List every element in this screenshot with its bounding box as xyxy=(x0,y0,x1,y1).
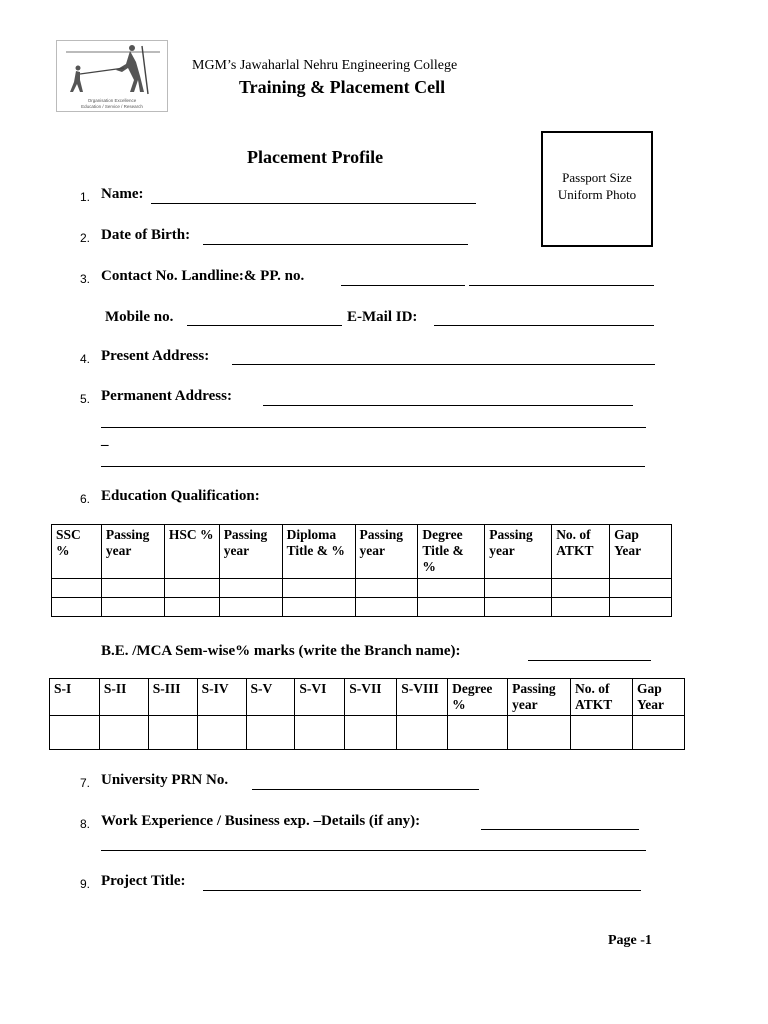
sem-table-row xyxy=(50,716,685,750)
sem-cell[interactable] xyxy=(50,716,100,750)
education-header-cell: Passing year xyxy=(101,525,164,579)
education-cell[interactable] xyxy=(552,598,610,617)
prn-label: University PRN No. xyxy=(101,772,229,788)
logo-caption-2: Education / Service / Research xyxy=(81,104,143,109)
college-name: MGM’s Jawaharlal Nehru Engineering College xyxy=(192,58,458,73)
education-cell[interactable] xyxy=(552,579,610,598)
sem-cell[interactable] xyxy=(295,716,345,750)
education-header-cell: Degree Title & % xyxy=(418,525,485,579)
sem-cell[interactable] xyxy=(246,716,295,750)
stray-dash: _ xyxy=(101,432,109,448)
education-cell[interactable] xyxy=(164,598,219,617)
pp-no-field[interactable] xyxy=(469,285,654,286)
form-title: Placement Profile xyxy=(247,147,384,167)
sem-header-cell: Gap Year xyxy=(632,679,684,716)
education-cell[interactable] xyxy=(610,598,672,617)
sem-cell[interactable] xyxy=(99,716,148,750)
education-cell[interactable] xyxy=(101,598,164,617)
dob-field[interactable] xyxy=(203,244,468,245)
branch-name-field[interactable] xyxy=(528,660,651,661)
sem-header-cell: S-V xyxy=(246,679,295,716)
sem-header-cell: S-III xyxy=(148,679,197,716)
sem-cell[interactable] xyxy=(632,716,684,750)
sem-cell[interactable] xyxy=(197,716,246,750)
education-header-cell: Passing year xyxy=(485,525,552,579)
sem-header-cell: Passing year xyxy=(508,679,571,716)
education-label: Education Qualification: xyxy=(101,488,260,504)
present-address-label: Present Address: xyxy=(101,348,210,364)
sem-header-cell: S-VII xyxy=(345,679,397,716)
contact-label: Contact No. Landline:& PP. no. xyxy=(101,268,305,284)
education-cell[interactable] xyxy=(164,579,219,598)
education-table-row xyxy=(52,579,672,598)
permanent-address-field-1[interactable] xyxy=(263,405,633,406)
college-logo xyxy=(56,40,168,112)
email-field[interactable] xyxy=(434,325,654,326)
education-cell[interactable] xyxy=(418,579,485,598)
education-cell[interactable] xyxy=(52,598,102,617)
item-number-5: 5. xyxy=(80,392,91,406)
cell-title: Training & Placement Cell xyxy=(239,77,446,97)
be-mca-label: B.E. /MCA Sem-wise% marks (write the Branch name): xyxy=(101,643,461,659)
education-cell[interactable] xyxy=(282,598,355,617)
education-cell[interactable] xyxy=(219,598,282,617)
permanent-address-label: Permanent Address: xyxy=(101,388,232,404)
email-label: E-Mail ID: xyxy=(347,309,418,325)
education-header-cell: No. of ATKT xyxy=(552,525,610,579)
sem-header-cell: Degree % xyxy=(448,679,508,716)
page-number: Page -1 xyxy=(608,933,652,948)
sem-header-cell: S-VI xyxy=(295,679,345,716)
education-cell[interactable] xyxy=(485,579,552,598)
name-label: Name: xyxy=(101,186,144,202)
item-number-3: 3. xyxy=(80,272,91,286)
sem-header-cell: S-II xyxy=(99,679,148,716)
sem-marks-table xyxy=(49,678,685,750)
item-number-7: 7. xyxy=(80,776,91,790)
item-number-6: 6. xyxy=(80,492,91,506)
sem-header-cell: S-I xyxy=(50,679,100,716)
education-table xyxy=(51,524,672,617)
permanent-address-field-2[interactable] xyxy=(101,427,646,428)
education-header-cell: HSC % xyxy=(164,525,219,579)
item-number-4: 4. xyxy=(80,352,91,366)
education-header-cell: Diploma Title & % xyxy=(282,525,355,579)
education-header-cell: SSC % xyxy=(52,525,102,579)
present-address-field[interactable] xyxy=(232,364,655,365)
item-number-8: 8. xyxy=(80,817,91,831)
education-cell[interactable] xyxy=(282,579,355,598)
photo-box[interactable] xyxy=(541,131,653,247)
sem-header-cell: S-VIII xyxy=(397,679,448,716)
project-title-label: Project Title: xyxy=(101,873,186,889)
education-header-cell: Gap Year xyxy=(610,525,672,579)
sem-cell[interactable] xyxy=(448,716,508,750)
work-experience-label: Work Experience / Business exp. –Details (if any): xyxy=(101,813,421,829)
sem-cell[interactable] xyxy=(571,716,633,750)
sem-cell[interactable] xyxy=(508,716,571,750)
permanent-address-field-3[interactable] xyxy=(101,466,645,467)
education-table-header-row xyxy=(52,525,672,579)
education-cell[interactable] xyxy=(418,598,485,617)
work-experience-field-1[interactable] xyxy=(481,829,639,830)
sem-cell[interactable] xyxy=(397,716,448,750)
sem-cell[interactable] xyxy=(148,716,197,750)
education-header-cell: Passing year xyxy=(355,525,418,579)
item-number-9: 9. xyxy=(80,877,91,891)
prn-field[interactable] xyxy=(252,789,479,790)
photo-box-line-2: Uniform Photo xyxy=(557,187,637,202)
item-number-2: 2. xyxy=(80,231,91,245)
name-field[interactable] xyxy=(151,203,476,204)
sem-cell[interactable] xyxy=(345,716,397,750)
dob-label: Date of Birth: xyxy=(101,227,191,243)
photo-box-line-1: Passport Size xyxy=(562,170,632,185)
education-cell[interactable] xyxy=(355,598,418,617)
logo-caption-1: Organisation Excellence xyxy=(87,98,137,103)
sem-header-cell: No. of ATKT xyxy=(571,679,633,716)
education-cell[interactable] xyxy=(219,579,282,598)
education-cell[interactable] xyxy=(610,579,672,598)
education-table-row xyxy=(52,598,672,617)
sem-table-header-row xyxy=(50,679,685,716)
education-cell[interactable] xyxy=(52,579,102,598)
project-title-field[interactable] xyxy=(203,890,641,891)
education-header-cell: Passing year xyxy=(219,525,282,579)
mobile-field[interactable] xyxy=(187,325,342,326)
work-experience-field-2[interactable] xyxy=(101,850,646,851)
education-cell[interactable] xyxy=(485,598,552,617)
landline-field[interactable] xyxy=(341,285,465,286)
education-cell[interactable] xyxy=(101,579,164,598)
sem-header-cell: S-IV xyxy=(197,679,246,716)
item-number-1: 1. xyxy=(80,190,91,204)
education-cell[interactable] xyxy=(355,579,418,598)
mobile-label: Mobile no. xyxy=(105,309,174,325)
